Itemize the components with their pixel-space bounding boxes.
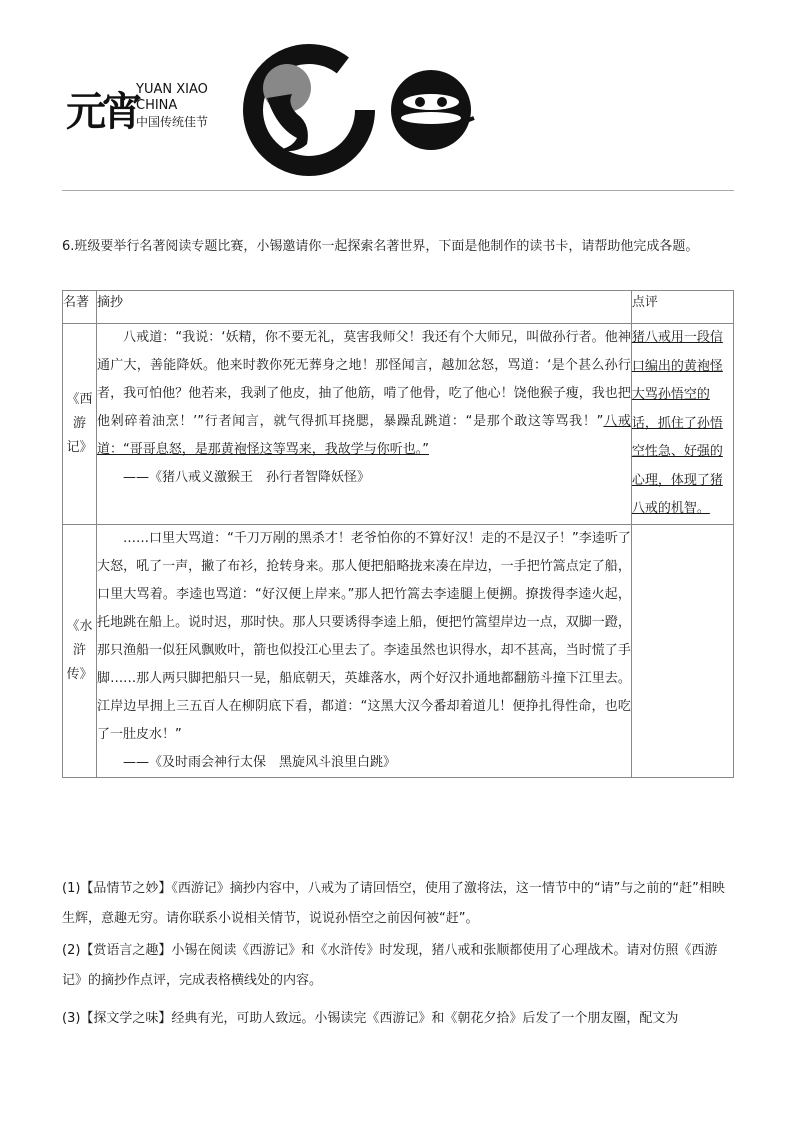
header-divider <box>62 190 734 191</box>
header-comment: 点评 <box>631 291 733 324</box>
logo-chinese-text: 元宵 <box>66 88 138 135</box>
excerpt-shuihuzhuan <box>97 524 632 777</box>
book-name-shuihuzhuan <box>63 524 97 777</box>
excerpt-underlined: 八戒道：“哥哥息怒，是那黄袍怪这等骂来，我故学与你听也。” <box>97 414 631 457</box>
book-name-part: 传》 <box>66 666 93 682</box>
tangyuan-bowl-icon <box>386 62 476 158</box>
book-name-xiyouji <box>63 324 97 525</box>
book-name-part: 游 <box>73 415 87 431</box>
header-book: 名著 <box>63 291 97 324</box>
table-header-row <box>63 291 734 324</box>
ink-circle-moon-icon <box>227 38 387 178</box>
logo-en-line1: YUAN XIAO <box>136 82 208 97</box>
logo-en-line3: 中国传统佳节 <box>136 115 209 129</box>
excerpt-source: ——《及时雨会神行太保 黑旋风斗浪里白跳》 <box>123 754 397 770</box>
header-logo <box>62 38 734 190</box>
sub-question-1: (1)【品情节之妙】《西游记》摘抄内容中，八戒为了请回悟空，使用了激将法，这一情节中的“请”与之前的“赶”相映生辉，意趣无穷。请你联系小说相关情节，说说孙悟空之前因何被“赶”。 <box>62 881 725 926</box>
excerpt-source: ——《猪八戒义激猴王 孙行者智降妖怪》 <box>123 470 371 485</box>
comment-text: 猪八戒用一段信口编出的黄袍怪大骂孙悟空的话，抓住了孙悟空性急、好强的心理，体现了猪八戒的机智。 <box>631 330 723 516</box>
book-name-part: 《西 <box>66 391 93 407</box>
table-row-xiyouji <box>63 324 734 525</box>
excerpt-xiyouji <box>97 324 632 525</box>
book-name-part: 《水 <box>66 618 93 634</box>
book-name-part: 记》 <box>66 439 93 455</box>
comment-xiyouji <box>631 324 733 525</box>
question-intro: 6.班级要举行名著阅读专题比赛，小锡邀请你一起探索名著世界，下面是他制作的读书卡，请帮助他完成各题。 <box>62 239 699 254</box>
excerpt-text: ……口里大骂道：“千刀万剐的黑杀才！老爷怕你的不算好汉！走的不是汉子！”李逵听了大怒，吼了一声，撇了布衫，抢转身来。那人便把船略拢来凑在岸边，一手把竹篙点定了船，口里大骂着。李逵也骂道：“好汉便上岸来。”那人把竹篙去李逵腿上便搠。撩拨得李逵火起，托地跳在船上。说时迟，那时快。那人只要诱得李逵上船，便把竹篙望岸边一点，双脚一蹬，那只渔船一似狂风飘败叶，箭也似投江心里去了。李逵虽然也识得水，却不甚高，当时慌了手脚……那人两只脚把船只一晃，船底朝天，英雄落水，两个好汉扑通地都翻筋斗撞下江里去。江岸边早拥上三五百人在柳阴底下看，都道：“这黑大汉今番却着道儿！便挣扎得性命，也吃了一肚皮水！” <box>97 530 631 742</box>
header-excerpt: 摘抄 <box>97 291 632 324</box>
logo-english-text <box>136 82 208 130</box>
comment-shuihuzhuan-blank[interactable] <box>631 524 733 777</box>
table-row-shuihuzhuan <box>63 524 734 777</box>
reading-card-table <box>62 290 734 778</box>
logo-en-line2: CHINA <box>136 98 178 113</box>
book-name-part: 浒 <box>73 642 87 658</box>
sub-question-2: (2)【赏语言之趣】小锡在阅读《西游记》和《水浒传》时发现，猪八戒和张顺都使用了心理战术。请对仿照《西游记》的摘抄作点评，完成表格横线处的内容。 <box>62 943 718 988</box>
sub-question-3: (3)【探文学之味】经典有光，可助人致远。小锡读完《西游记》和《朝花夕拾》后发了一个朋友圈，配文为 <box>62 1011 679 1026</box>
excerpt-text: 八戒道：“我说：‘妖精，你不要无礼，莫害我师父！我还有个大师兄，叫做孙行者。他神通广大，善能降妖。他来时教你死无葬身之地！那怪闻言，越加忿怒，骂道：‘是个甚么孙行者，我可怕他？他若来，我剥了他皮，抽了他筋，啃了他骨，吃了他心！饶他猴子瘦，我也把他剁碎着油烹！’”行者闻言，就气得抓耳挠腮，暴躁乱跳道：“是那个敢这等骂我！” <box>97 330 631 429</box>
